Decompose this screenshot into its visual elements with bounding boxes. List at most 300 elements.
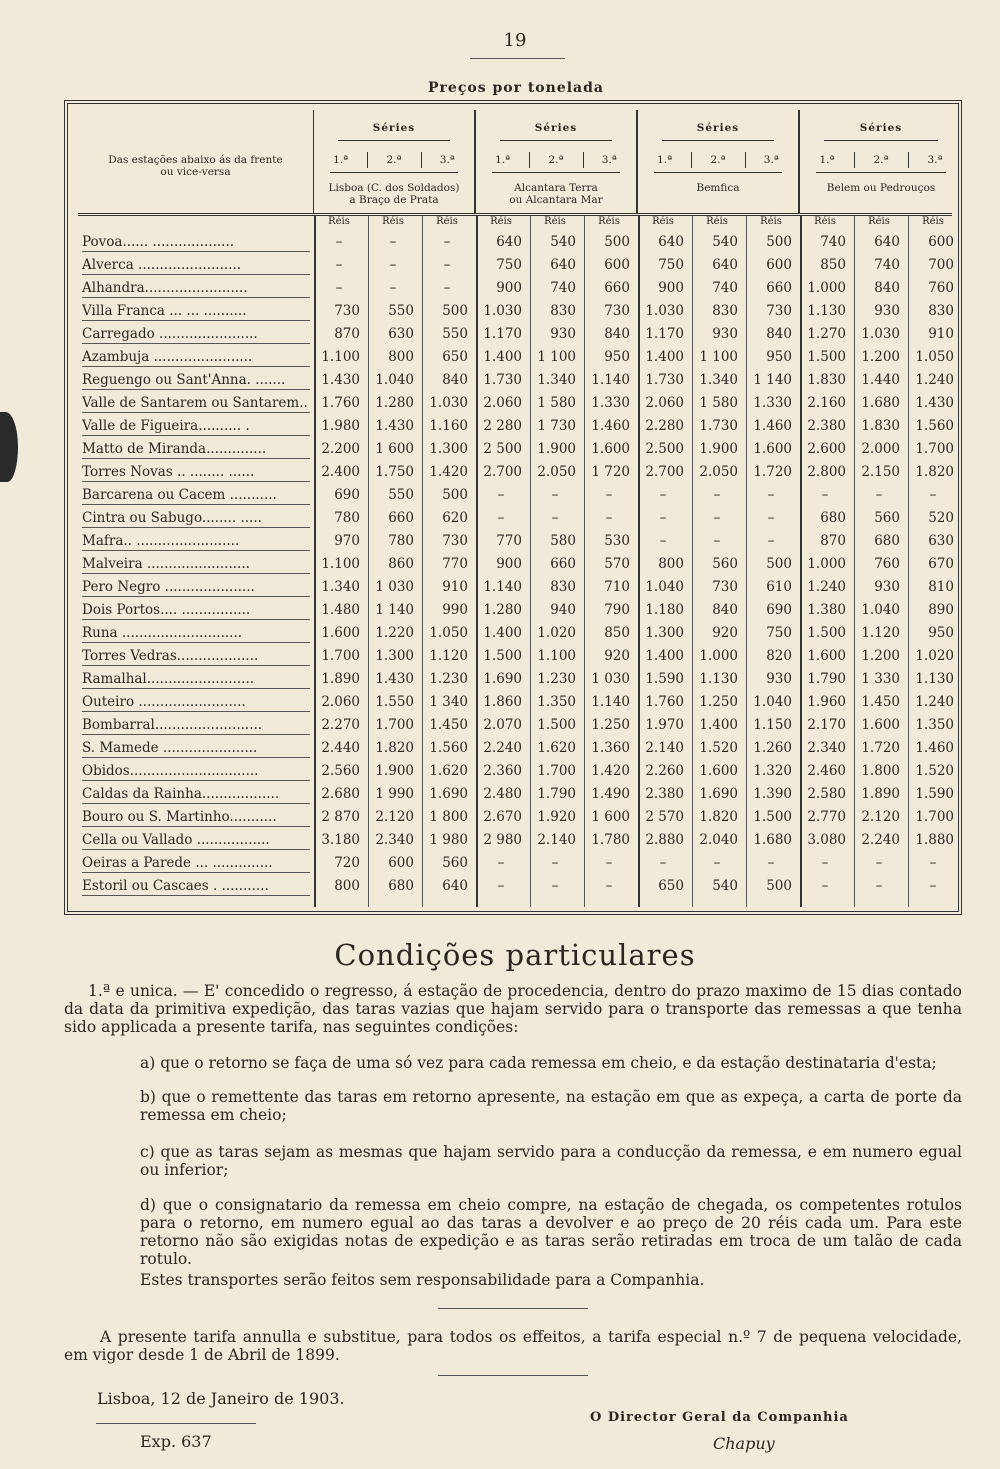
- price-cell: 1.160: [429, 418, 468, 434]
- price-cell: 1.490: [591, 786, 630, 802]
- price-cell: 1.760: [645, 694, 684, 710]
- station-name: Caldas da Rainha..................: [82, 786, 310, 804]
- price-cell: 660: [766, 280, 792, 296]
- table-row: [78, 345, 952, 368]
- price-cell: 1.680: [753, 832, 792, 848]
- price-cell: 1.690: [483, 671, 522, 687]
- price-cell: 1.500: [753, 809, 792, 825]
- price-cell: 730: [442, 533, 468, 549]
- station-name: Carregado .......................: [82, 326, 310, 344]
- units-cell: Réis: [922, 216, 944, 227]
- price-cell: 1.040: [753, 694, 792, 710]
- units-cell: Réis: [868, 216, 890, 227]
- price-cell: 1.560: [429, 740, 468, 756]
- price-cell: 1.420: [591, 763, 630, 779]
- price-cell: 970: [334, 533, 360, 549]
- series-label: Séries: [696, 122, 740, 134]
- price-cell: 2 570: [645, 809, 684, 825]
- price-cell: 640: [874, 234, 900, 250]
- price-cell: 1.900: [699, 441, 738, 457]
- price-cell: 2.260: [645, 763, 684, 779]
- table-header: [78, 110, 952, 216]
- price-cell: 1.270: [807, 326, 846, 342]
- price-cell: –: [497, 855, 505, 871]
- price-cell: –: [389, 257, 397, 273]
- price-cell: 2.000: [861, 441, 900, 457]
- price-cell: –: [767, 487, 775, 503]
- price-cell: 730: [712, 579, 738, 595]
- series-rule: [824, 140, 937, 141]
- price-cell: 2.060: [483, 395, 522, 411]
- stations-header-line-2: ou vice-versa: [160, 166, 231, 178]
- series-sub-rule: [492, 172, 620, 173]
- series-col-1: 1.ª: [657, 154, 673, 166]
- series-group-4: [800, 110, 962, 213]
- price-cell: 1.460: [915, 740, 954, 756]
- table-row: [78, 828, 952, 851]
- table-row: [78, 414, 952, 437]
- price-cell: 1.500: [807, 349, 846, 365]
- price-cell: 2.800: [807, 464, 846, 480]
- price-cell: 1.390: [753, 786, 792, 802]
- price-cell: 850: [820, 257, 846, 273]
- price-cell: 1.240: [915, 372, 954, 388]
- stations-header-line-1: Das estações abaixo ás da frente: [108, 154, 283, 166]
- table-row: [78, 299, 952, 322]
- price-cell: 840: [874, 280, 900, 296]
- price-cell: 1.420: [429, 464, 468, 480]
- page-number-rule: [470, 58, 565, 59]
- price-cell: 2.270: [321, 717, 360, 733]
- price-cell: 660: [550, 556, 576, 572]
- price-cell: 2.480: [483, 786, 522, 802]
- price-cell: –: [497, 510, 505, 526]
- price-cell: 1.560: [915, 418, 954, 434]
- price-cell: 2.670: [483, 809, 522, 825]
- condition-item-a: a) que o retorno se faça de uma só vez para cada remessa em cheio, e da estação destinataria d'esta;: [140, 1054, 937, 1072]
- price-cell: 1.520: [699, 740, 738, 756]
- route-label: [800, 182, 962, 194]
- price-cell: 2.400: [321, 464, 360, 480]
- price-cell: –: [821, 855, 829, 871]
- price-cell: 1 100: [699, 349, 738, 365]
- price-cell: –: [929, 487, 937, 503]
- price-cell: 1.480: [321, 602, 360, 618]
- series-label: Séries: [372, 122, 416, 134]
- price-cell: 600: [388, 855, 414, 871]
- price-cell: 1.750: [375, 464, 414, 480]
- price-cell: 1.140: [483, 579, 522, 595]
- price-cell: 630: [388, 326, 414, 342]
- price-cell: 920: [604, 648, 630, 664]
- price-cell: 640: [550, 257, 576, 273]
- price-cell: 1.240: [807, 579, 846, 595]
- price-cell: 780: [334, 510, 360, 526]
- price-cell: 1.280: [483, 602, 522, 618]
- units-row: [78, 216, 952, 230]
- price-cell: 910: [928, 326, 954, 342]
- annulment-paragraph: A presente tarifa annulla e substitue, para todos os effeitos, a tarifa especial n.º 7 de pequena velocidade, em vigor desde 1 de Abril de 1899.: [64, 1328, 962, 1364]
- price-cell: 1.500: [483, 648, 522, 664]
- table-row: [78, 621, 952, 644]
- price-cell: 500: [442, 487, 468, 503]
- units-cell: Réis: [598, 216, 620, 227]
- station-name: Mafra.. ........................: [82, 533, 310, 551]
- table-row: [78, 598, 952, 621]
- price-cell: 900: [496, 280, 522, 296]
- series-col-1: 1.ª: [819, 154, 835, 166]
- table-row: [78, 782, 952, 805]
- conditions-title: Condições particulares: [334, 938, 696, 972]
- series-col-2: 2.ª: [873, 154, 889, 166]
- series-col-1: 1.ª: [333, 154, 349, 166]
- price-cell: 820: [766, 648, 792, 664]
- stations-header: [78, 110, 314, 213]
- price-cell: 1.520: [915, 763, 954, 779]
- series-col-3: 3.ª: [601, 154, 617, 166]
- price-cell: –: [767, 855, 775, 871]
- price-cell: 1.000: [699, 648, 738, 664]
- price-cell: –: [929, 878, 937, 894]
- series-label: Séries: [859, 122, 903, 134]
- price-cell: 530: [604, 533, 630, 549]
- table-row: [78, 736, 952, 759]
- price-cell: 2.070: [483, 717, 522, 733]
- price-cell: 2.380: [807, 418, 846, 434]
- price-cell: 840: [766, 326, 792, 342]
- price-cell: –: [335, 257, 343, 273]
- price-cell: 500: [766, 878, 792, 894]
- price-cell: 1.700: [537, 763, 576, 779]
- price-cell: 1.340: [699, 372, 738, 388]
- series-col-2: 2.ª: [548, 154, 564, 166]
- price-cell: 1.400: [483, 349, 522, 365]
- price-cell: 2.040: [699, 832, 738, 848]
- price-cell: 500: [604, 234, 630, 250]
- units-cell: Réis: [436, 216, 458, 227]
- units-cell: Réis: [814, 216, 836, 227]
- price-cell: –: [389, 234, 397, 250]
- price-cell: 640: [442, 878, 468, 894]
- station-name: Malveira ........................: [82, 556, 310, 574]
- units-cell: Réis: [760, 216, 782, 227]
- series-col-3: 3.ª: [763, 154, 779, 166]
- price-cell: 1.860: [483, 694, 522, 710]
- table-row: [78, 759, 952, 782]
- station-name: Dois Portos.... ................: [82, 602, 310, 620]
- table-row: [78, 874, 952, 897]
- route-line-1: Bemfica: [696, 182, 740, 194]
- route-line-2: ou Alcantara Mar: [509, 194, 603, 206]
- price-cell: 1.100: [321, 349, 360, 365]
- price-cell: 800: [334, 878, 360, 894]
- station-name: Bombarral.........................: [82, 717, 310, 735]
- price-cell: 1.830: [807, 372, 846, 388]
- price-cell: 930: [712, 326, 738, 342]
- price-cell: 2.140: [537, 832, 576, 848]
- price-cell: 1 720: [591, 464, 630, 480]
- price-cell: 2.240: [483, 740, 522, 756]
- price-cell: 1.250: [591, 717, 630, 733]
- price-cell: 1.600: [699, 763, 738, 779]
- table-row: [78, 713, 952, 736]
- tariff-table: [64, 100, 962, 915]
- series-rule: [662, 140, 774, 141]
- station-name: Cella ou Vallado .................: [82, 832, 310, 850]
- page-number: 19: [503, 30, 527, 51]
- price-cell: 1.360: [591, 740, 630, 756]
- price-cell: 500: [766, 556, 792, 572]
- price-cell: 2 980: [483, 832, 522, 848]
- price-cell: 1.050: [915, 349, 954, 365]
- table-title: Preços por tonelada: [428, 80, 604, 96]
- price-cell: 2.560: [321, 763, 360, 779]
- price-cell: 1.130: [915, 671, 954, 687]
- price-cell: 550: [388, 487, 414, 503]
- price-cell: 1.440: [861, 372, 900, 388]
- separator-rule: [438, 1308, 588, 1309]
- price-cell: 1.500: [537, 717, 576, 733]
- price-cell: 1.680: [861, 395, 900, 411]
- series-rule: [500, 140, 612, 141]
- table-row: [78, 575, 952, 598]
- table-row: [78, 322, 952, 345]
- price-cell: 1.200: [861, 648, 900, 664]
- price-cell: 1.620: [429, 763, 468, 779]
- place-date: Lisboa, 12 de Janeiro de 1903.: [97, 1389, 345, 1408]
- price-cell: 620: [442, 510, 468, 526]
- price-cell: 1.100: [537, 648, 576, 664]
- station-name: Alverca ........................: [82, 257, 310, 275]
- price-cell: 1.330: [591, 395, 630, 411]
- series-col-2: 2.ª: [386, 154, 402, 166]
- station-name: Outeiro .........................: [82, 694, 310, 712]
- price-cell: 1.400: [483, 625, 522, 641]
- price-cell: 2.340: [807, 740, 846, 756]
- price-cell: 1.890: [321, 671, 360, 687]
- price-cell: 2.340: [375, 832, 414, 848]
- price-cell: 1.790: [807, 671, 846, 687]
- price-cell: –: [335, 280, 343, 296]
- price-cell: 1.300: [429, 441, 468, 457]
- price-cell: 830: [550, 303, 576, 319]
- price-cell: 1.430: [915, 395, 954, 411]
- price-cell: 1.720: [861, 740, 900, 756]
- price-cell: 540: [550, 234, 576, 250]
- price-cell: 640: [658, 234, 684, 250]
- price-cell: –: [335, 234, 343, 250]
- price-cell: –: [713, 855, 721, 871]
- price-cell: 760: [874, 556, 900, 572]
- price-cell: 720: [334, 855, 360, 871]
- price-cell: 610: [766, 579, 792, 595]
- price-cell: 840: [604, 326, 630, 342]
- station-name: Matto de Miranda..............: [82, 441, 310, 459]
- price-cell: 1 980: [429, 832, 468, 848]
- price-cell: –: [659, 533, 667, 549]
- price-cell: 1.140: [591, 372, 630, 388]
- series-label: Séries: [534, 122, 578, 134]
- price-cell: –: [443, 234, 451, 250]
- price-cell: 1 330: [861, 671, 900, 687]
- table-row: [78, 805, 952, 828]
- price-cell: 2.360: [483, 763, 522, 779]
- series-col-2: 2.ª: [710, 154, 726, 166]
- price-cell: 790: [604, 602, 630, 618]
- price-cell: 1.280: [375, 395, 414, 411]
- price-cell: –: [551, 855, 559, 871]
- separator-rule-2: [438, 1375, 588, 1376]
- price-cell: 680: [820, 510, 846, 526]
- units-cell: Réis: [490, 216, 512, 227]
- price-cell: 680: [388, 878, 414, 894]
- table-row: [78, 552, 952, 575]
- price-cell: 2.700: [483, 464, 522, 480]
- exp-rule: [96, 1423, 256, 1424]
- price-cell: –: [821, 878, 829, 894]
- price-cell: 840: [442, 372, 468, 388]
- price-cell: 740: [874, 257, 900, 273]
- table-row: [78, 506, 952, 529]
- price-cell: 1 600: [591, 809, 630, 825]
- price-cell: –: [875, 878, 883, 894]
- price-cell: 1.100: [321, 556, 360, 572]
- price-cell: 1.350: [537, 694, 576, 710]
- price-cell: 800: [388, 349, 414, 365]
- price-cell: 500: [442, 303, 468, 319]
- price-cell: 1.730: [699, 418, 738, 434]
- price-cell: 920: [712, 625, 738, 641]
- price-cell: 1.430: [375, 671, 414, 687]
- price-cell: –: [929, 855, 937, 871]
- price-cell: 560: [442, 855, 468, 871]
- price-cell: 830: [550, 579, 576, 595]
- series-col-1: 1.ª: [495, 154, 511, 166]
- station-name: Villa Franca ... ... ..........: [82, 303, 310, 321]
- price-cell: 1.170: [645, 326, 684, 342]
- units-cell: Réis: [544, 216, 566, 227]
- station-name: Oeiras a Parede ... ..............: [82, 855, 310, 873]
- price-cell: 830: [712, 303, 738, 319]
- signatory-title: O Director Geral da Companhia: [590, 1410, 849, 1425]
- price-cell: 2.700: [645, 464, 684, 480]
- price-cell: 1.700: [915, 441, 954, 457]
- expedient-number: Exp. 637: [140, 1432, 212, 1451]
- price-cell: 2.460: [807, 763, 846, 779]
- price-cell: 2.580: [807, 786, 846, 802]
- price-cell: 950: [928, 625, 954, 641]
- price-cell: 1.040: [375, 372, 414, 388]
- station-name: Azambuja .......................: [82, 349, 310, 367]
- price-cell: 1 580: [699, 395, 738, 411]
- price-cell: 550: [442, 326, 468, 342]
- condition-item-b: b) que o remettente das taras em retorno apresente, na estação em que as expeça, a carta de porte da remessa em cheio;: [140, 1088, 962, 1124]
- table-row: [78, 851, 952, 874]
- price-cell: –: [605, 878, 613, 894]
- price-cell: 810: [928, 579, 954, 595]
- price-cell: 750: [658, 257, 684, 273]
- price-cell: 900: [496, 556, 522, 572]
- signature: Chapuy: [713, 1434, 775, 1453]
- price-cell: 2.050: [699, 464, 738, 480]
- price-cell: 1.920: [537, 809, 576, 825]
- price-cell: 1.590: [645, 671, 684, 687]
- price-cell: 1.730: [483, 372, 522, 388]
- station-name: Torres Vedras...................: [82, 648, 310, 666]
- series-sub-rule: [654, 172, 782, 173]
- price-cell: 1.000: [807, 280, 846, 296]
- price-cell: 2.120: [861, 809, 900, 825]
- price-cell: –: [551, 510, 559, 526]
- route-line-1: Alcantara Terra: [514, 182, 598, 194]
- price-cell: –: [551, 487, 559, 503]
- price-cell: 1.130: [807, 303, 846, 319]
- ink-blot: [0, 412, 18, 482]
- price-cell: 1.120: [429, 648, 468, 664]
- price-cell: 1.300: [375, 648, 414, 664]
- price-cell: 2.160: [807, 395, 846, 411]
- price-cell: 1.030: [645, 303, 684, 319]
- price-cell: 660: [604, 280, 630, 296]
- no-liability-note: Estes transportes serão feitos sem responsabilidade para a Companhia.: [140, 1271, 705, 1289]
- price-cell: 710: [604, 579, 630, 595]
- table-row: [78, 391, 952, 414]
- series-rule: [338, 140, 450, 141]
- price-cell: 2 870: [321, 809, 360, 825]
- price-cell: 1.380: [807, 602, 846, 618]
- price-cell: 1.220: [375, 625, 414, 641]
- price-cell: 650: [442, 349, 468, 365]
- price-cell: –: [767, 510, 775, 526]
- price-cell: 1.430: [321, 372, 360, 388]
- units-cell: Réis: [382, 216, 404, 227]
- price-cell: 690: [766, 602, 792, 618]
- price-cell: 1.030: [483, 303, 522, 319]
- price-cell: 1.040: [645, 579, 684, 595]
- price-cell: 1.780: [591, 832, 630, 848]
- price-cell: 1.600: [321, 625, 360, 641]
- price-cell: 2.120: [375, 809, 414, 825]
- price-cell: 1.230: [429, 671, 468, 687]
- price-cell: 2.150: [861, 464, 900, 480]
- price-cell: 730: [334, 303, 360, 319]
- price-cell: 500: [766, 234, 792, 250]
- price-cell: –: [713, 533, 721, 549]
- price-cell: 950: [766, 349, 792, 365]
- price-cell: 1.050: [429, 625, 468, 641]
- price-cell: 1.960: [807, 694, 846, 710]
- price-cell: –: [443, 257, 451, 273]
- price-cell: –: [605, 855, 613, 871]
- price-cell: –: [659, 487, 667, 503]
- price-cell: 1.030: [429, 395, 468, 411]
- price-cell: 550: [388, 303, 414, 319]
- price-cell: 1.890: [861, 786, 900, 802]
- price-cell: 910: [442, 579, 468, 595]
- price-cell: 1 800: [429, 809, 468, 825]
- table-row: [78, 667, 952, 690]
- units-cell: Réis: [706, 216, 728, 227]
- price-cell: –: [875, 487, 883, 503]
- price-cell: 1.180: [645, 602, 684, 618]
- price-cell: 1.700: [915, 809, 954, 825]
- table-row: [78, 230, 952, 253]
- price-cell: 560: [874, 510, 900, 526]
- price-cell: 1.140: [591, 694, 630, 710]
- price-cell: 1.700: [321, 648, 360, 664]
- series-group-3: [638, 110, 800, 213]
- price-cell: 1.980: [321, 418, 360, 434]
